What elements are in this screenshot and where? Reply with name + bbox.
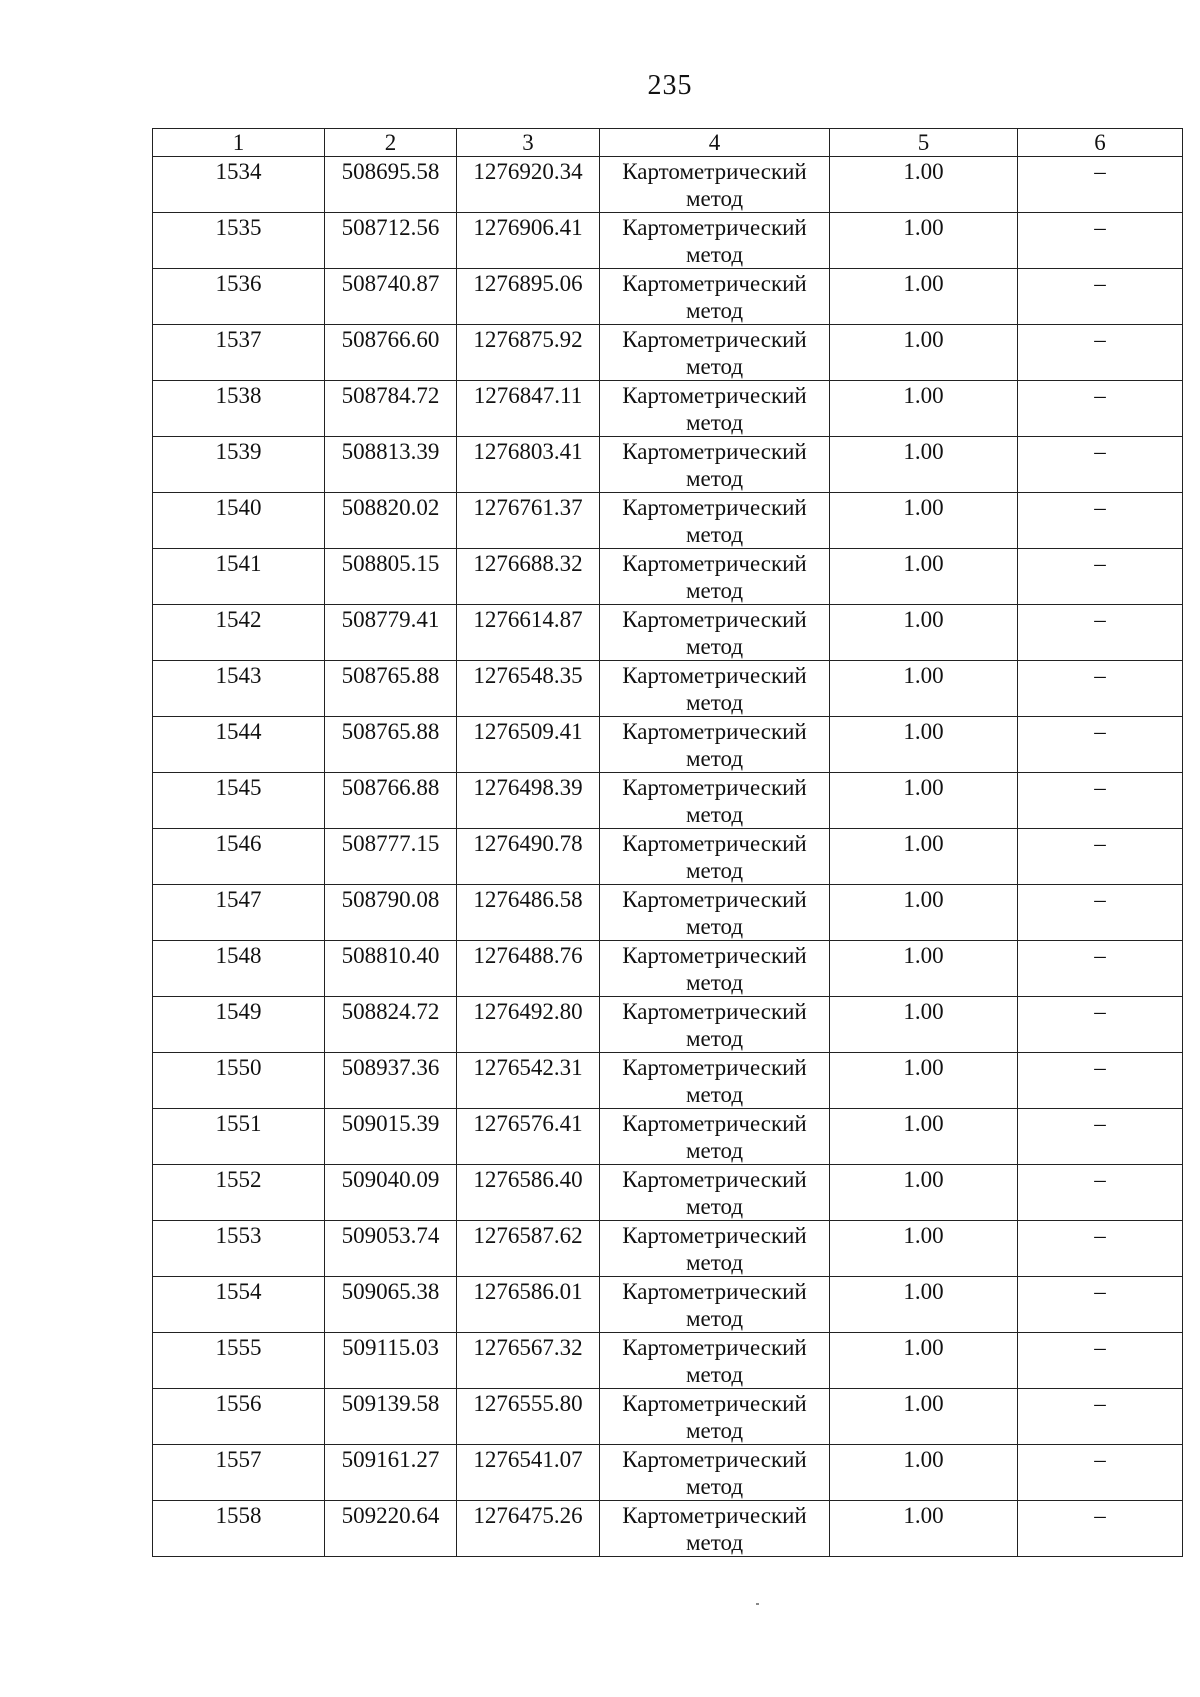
method-line-2: метод: [685, 746, 744, 771]
y-coordinate-cell: 1276614.87: [457, 605, 600, 661]
table-row: [153, 1333, 1183, 1389]
method-cell: [600, 213, 830, 269]
y-coordinate-cell: 1276541.07: [457, 1445, 600, 1501]
note-cell: –: [1018, 269, 1183, 325]
table-row: [153, 1277, 1183, 1333]
note-cell: –: [1018, 1053, 1183, 1109]
y-coordinate-cell: 1276920.34: [457, 157, 600, 213]
method-line-2: метод: [685, 914, 744, 939]
method-line-1: Картометрический: [622, 663, 807, 688]
y-coordinate-cell: 1276567.32: [457, 1333, 600, 1389]
x-coordinate-cell: 508784.72: [325, 381, 457, 437]
note-cell: –: [1018, 1333, 1183, 1389]
y-coordinate-cell: 1276847.11: [457, 381, 600, 437]
column-header: 3: [457, 129, 600, 157]
method-line-2: метод: [685, 802, 744, 827]
method-cell: [600, 605, 830, 661]
column-header: 4: [600, 129, 830, 157]
method-line-1: Картометрический: [622, 327, 807, 352]
method-line-1: Картометрический: [622, 1279, 807, 1304]
accuracy-cell: 1.00: [830, 1277, 1018, 1333]
method-line-1: Картометрический: [622, 831, 807, 856]
point-number-cell: 1536: [153, 269, 325, 325]
accuracy-cell: 1.00: [830, 1445, 1018, 1501]
x-coordinate-cell: 508810.40: [325, 941, 457, 997]
point-number-cell: 1534: [153, 157, 325, 213]
method-cell: [600, 661, 830, 717]
coordinates-table: [152, 128, 1183, 1557]
accuracy-cell: 1.00: [830, 1053, 1018, 1109]
column-header: 2: [325, 129, 457, 157]
column-header: 6: [1018, 129, 1183, 157]
y-coordinate-cell: 1276488.76: [457, 941, 600, 997]
method-line-1: Картометрический: [622, 1391, 807, 1416]
accuracy-cell: 1.00: [830, 325, 1018, 381]
accuracy-cell: 1.00: [830, 269, 1018, 325]
accuracy-cell: 1.00: [830, 605, 1018, 661]
method-cell: [600, 549, 830, 605]
method-line-1: Картометрический: [622, 607, 807, 632]
point-number-cell: 1539: [153, 437, 325, 493]
method-cell: [600, 1501, 830, 1557]
method-cell: [600, 325, 830, 381]
x-coordinate-cell: 508805.15: [325, 549, 457, 605]
x-coordinate-cell: 508712.56: [325, 213, 457, 269]
accuracy-cell: 1.00: [830, 493, 1018, 549]
table-row: [153, 997, 1183, 1053]
accuracy-cell: 1.00: [830, 1165, 1018, 1221]
accuracy-cell: 1.00: [830, 773, 1018, 829]
method-cell: [600, 941, 830, 997]
x-coordinate-cell: 508824.72: [325, 997, 457, 1053]
y-coordinate-cell: 1276509.41: [457, 717, 600, 773]
method-cell: [600, 493, 830, 549]
table-row: [153, 1501, 1183, 1557]
method-cell: [600, 885, 830, 941]
method-cell: [600, 773, 830, 829]
point-number-cell: 1550: [153, 1053, 325, 1109]
accuracy-cell: 1.00: [830, 437, 1018, 493]
table-row: [153, 437, 1183, 493]
method-line-2: метод: [685, 354, 744, 379]
table-row: [153, 1221, 1183, 1277]
table-row: [153, 213, 1183, 269]
column-header: 5: [830, 129, 1018, 157]
point-number-cell: 1556: [153, 1389, 325, 1445]
method-line-2: метод: [685, 1306, 744, 1331]
x-coordinate-cell: 508765.88: [325, 717, 457, 773]
method-line-1: Картометрический: [622, 1223, 807, 1248]
method-cell: [600, 157, 830, 213]
table-row: [153, 1053, 1183, 1109]
note-cell: –: [1018, 1501, 1183, 1557]
method-line-2: метод: [685, 1418, 744, 1443]
point-number-cell: 1552: [153, 1165, 325, 1221]
method-line-2: метод: [685, 858, 744, 883]
method-line-2: метод: [685, 1250, 744, 1275]
x-coordinate-cell: 509053.74: [325, 1221, 457, 1277]
y-coordinate-cell: 1276587.62: [457, 1221, 600, 1277]
method-line-2: метод: [685, 522, 744, 547]
point-number-cell: 1538: [153, 381, 325, 437]
point-number-cell: 1549: [153, 997, 325, 1053]
x-coordinate-cell: 508766.60: [325, 325, 457, 381]
method-line-2: метод: [685, 186, 744, 211]
point-number-cell: 1541: [153, 549, 325, 605]
method-cell: [600, 1445, 830, 1501]
point-number-cell: 1555: [153, 1333, 325, 1389]
table-row: [153, 661, 1183, 717]
method-cell: [600, 1165, 830, 1221]
method-line-2: метод: [685, 1082, 744, 1107]
x-coordinate-cell: 508695.58: [325, 157, 457, 213]
table-row: [153, 605, 1183, 661]
note-cell: –: [1018, 493, 1183, 549]
method-line-2: метод: [685, 578, 744, 603]
method-cell: [600, 437, 830, 493]
table-row: [153, 1445, 1183, 1501]
method-line-1: Картометрический: [622, 551, 807, 576]
note-cell: –: [1018, 381, 1183, 437]
point-number-cell: 1542: [153, 605, 325, 661]
page-number: 235: [647, 70, 693, 101]
y-coordinate-cell: 1276548.35: [457, 661, 600, 717]
method-line-2: метод: [685, 410, 744, 435]
accuracy-cell: 1.00: [830, 381, 1018, 437]
table-row: [153, 269, 1183, 325]
x-coordinate-cell: 508937.36: [325, 1053, 457, 1109]
y-coordinate-cell: 1276475.26: [457, 1501, 600, 1557]
method-line-1: Картометрический: [622, 887, 807, 912]
method-line-2: метод: [685, 242, 744, 267]
note-cell: –: [1018, 549, 1183, 605]
y-coordinate-cell: 1276498.39: [457, 773, 600, 829]
note-cell: –: [1018, 773, 1183, 829]
x-coordinate-cell: 509139.58: [325, 1389, 457, 1445]
table-row: [153, 1109, 1183, 1165]
method-line-1: Картометрический: [622, 495, 807, 520]
method-cell: [600, 997, 830, 1053]
table-row: [153, 1165, 1183, 1221]
table-row: [153, 773, 1183, 829]
accuracy-cell: 1.00: [830, 885, 1018, 941]
column-header: 1: [153, 129, 325, 157]
accuracy-cell: 1.00: [830, 1333, 1018, 1389]
y-coordinate-cell: 1276895.06: [457, 269, 600, 325]
y-coordinate-cell: 1276586.01: [457, 1277, 600, 1333]
point-number-cell: 1554: [153, 1277, 325, 1333]
accuracy-cell: 1.00: [830, 1389, 1018, 1445]
point-number-cell: 1545: [153, 773, 325, 829]
accuracy-cell: 1.00: [830, 213, 1018, 269]
note-cell: –: [1018, 829, 1183, 885]
method-line-1: Картометрический: [622, 999, 807, 1024]
method-line-1: Картометрический: [622, 719, 807, 744]
method-line-1: Картометрический: [622, 1447, 807, 1472]
note-cell: –: [1018, 213, 1183, 269]
point-number-cell: 1557: [153, 1445, 325, 1501]
accuracy-cell: 1.00: [830, 661, 1018, 717]
note-cell: –: [1018, 605, 1183, 661]
x-coordinate-cell: 508813.39: [325, 437, 457, 493]
y-coordinate-cell: 1276688.32: [457, 549, 600, 605]
x-coordinate-cell: 508790.08: [325, 885, 457, 941]
table-row: [153, 325, 1183, 381]
x-coordinate-cell: 508820.02: [325, 493, 457, 549]
method-line-1: Картометрический: [622, 1111, 807, 1136]
method-line-1: Картометрический: [622, 943, 807, 968]
note-cell: –: [1018, 437, 1183, 493]
note-cell: –: [1018, 1277, 1183, 1333]
y-coordinate-cell: 1276803.41: [457, 437, 600, 493]
method-line-2: метод: [685, 1026, 744, 1051]
method-cell: [600, 1053, 830, 1109]
y-coordinate-cell: 1276761.37: [457, 493, 600, 549]
method-line-1: Картометрический: [622, 215, 807, 240]
y-coordinate-cell: 1276555.80: [457, 1389, 600, 1445]
method-cell: [600, 1221, 830, 1277]
method-line-2: метод: [685, 1530, 744, 1555]
y-coordinate-cell: 1276492.80: [457, 997, 600, 1053]
note-cell: –: [1018, 1221, 1183, 1277]
table-row: [153, 829, 1183, 885]
y-coordinate-cell: 1276490.78: [457, 829, 600, 885]
x-coordinate-cell: 508779.41: [325, 605, 457, 661]
x-coordinate-cell: 509015.39: [325, 1109, 457, 1165]
method-line-1: Картометрический: [622, 1167, 807, 1192]
note-cell: –: [1018, 1389, 1183, 1445]
method-line-2: метод: [685, 1362, 744, 1387]
x-coordinate-cell: 508766.88: [325, 773, 457, 829]
note-cell: –: [1018, 1109, 1183, 1165]
y-coordinate-cell: 1276486.58: [457, 885, 600, 941]
method-line-2: метод: [685, 634, 744, 659]
method-cell: [600, 829, 830, 885]
table-row: [153, 493, 1183, 549]
method-line-1: Картометрический: [622, 1335, 807, 1360]
point-number-cell: 1546: [153, 829, 325, 885]
accuracy-cell: 1.00: [830, 549, 1018, 605]
method-line-1: Картометрический: [622, 159, 807, 184]
method-line-2: метод: [685, 298, 744, 323]
note-cell: –: [1018, 1445, 1183, 1501]
accuracy-cell: 1.00: [830, 1109, 1018, 1165]
x-coordinate-cell: 508777.15: [325, 829, 457, 885]
method-line-1: Картометрический: [622, 383, 807, 408]
table-row: [153, 381, 1183, 437]
method-cell: [600, 381, 830, 437]
point-number-cell: 1547: [153, 885, 325, 941]
point-number-cell: 1553: [153, 1221, 325, 1277]
y-coordinate-cell: 1276906.41: [457, 213, 600, 269]
y-coordinate-cell: 1276542.31: [457, 1053, 600, 1109]
y-coordinate-cell: 1276586.40: [457, 1165, 600, 1221]
y-coordinate-cell: 1276875.92: [457, 325, 600, 381]
point-number-cell: 1558: [153, 1501, 325, 1557]
note-cell: –: [1018, 717, 1183, 773]
accuracy-cell: 1.00: [830, 1501, 1018, 1557]
method-line-2: метод: [685, 1474, 744, 1499]
note-cell: –: [1018, 997, 1183, 1053]
method-cell: [600, 1277, 830, 1333]
method-line-1: Картометрический: [622, 1055, 807, 1080]
table-row: [153, 1389, 1183, 1445]
table-row: [153, 157, 1183, 213]
method-line-1: Картометрический: [622, 439, 807, 464]
accuracy-cell: 1.00: [830, 997, 1018, 1053]
note-cell: –: [1018, 157, 1183, 213]
x-coordinate-cell: 509115.03: [325, 1333, 457, 1389]
method-cell: [600, 1389, 830, 1445]
point-number-cell: 1540: [153, 493, 325, 549]
point-number-cell: 1537: [153, 325, 325, 381]
note-cell: –: [1018, 325, 1183, 381]
x-coordinate-cell: 509040.09: [325, 1165, 457, 1221]
method-line-2: метод: [685, 970, 744, 995]
accuracy-cell: 1.00: [830, 157, 1018, 213]
point-number-cell: 1543: [153, 661, 325, 717]
method-line-2: метод: [685, 466, 744, 491]
method-line-2: метод: [685, 1138, 744, 1163]
note-cell: –: [1018, 661, 1183, 717]
x-coordinate-cell: 509220.64: [325, 1501, 457, 1557]
table-row: [153, 549, 1183, 605]
x-coordinate-cell: 509065.38: [325, 1277, 457, 1333]
method-cell: [600, 717, 830, 773]
accuracy-cell: 1.00: [830, 1221, 1018, 1277]
point-number-cell: 1548: [153, 941, 325, 997]
point-number-cell: 1544: [153, 717, 325, 773]
x-coordinate-cell: 508740.87: [325, 269, 457, 325]
x-coordinate-cell: 508765.88: [325, 661, 457, 717]
table-row: [153, 941, 1183, 997]
accuracy-cell: 1.00: [830, 829, 1018, 885]
note-cell: –: [1018, 941, 1183, 997]
table-body: [153, 157, 1183, 1557]
note-cell: –: [1018, 1165, 1183, 1221]
scan-speck: [756, 1603, 759, 1605]
table-header-row: [153, 129, 1183, 157]
point-number-cell: 1535: [153, 213, 325, 269]
accuracy-cell: 1.00: [830, 941, 1018, 997]
x-coordinate-cell: 509161.27: [325, 1445, 457, 1501]
method-cell: [600, 1333, 830, 1389]
method-line-1: Картометрический: [622, 271, 807, 296]
note-cell: –: [1018, 885, 1183, 941]
method-line-2: метод: [685, 690, 744, 715]
method-line-1: Картометрический: [622, 775, 807, 800]
method-line-2: метод: [685, 1194, 744, 1219]
table-row: [153, 885, 1183, 941]
y-coordinate-cell: 1276576.41: [457, 1109, 600, 1165]
method-cell: [600, 269, 830, 325]
point-number-cell: 1551: [153, 1109, 325, 1165]
method-cell: [600, 1109, 830, 1165]
table-row: [153, 717, 1183, 773]
accuracy-cell: 1.00: [830, 717, 1018, 773]
method-line-1: Картометрический: [622, 1503, 807, 1528]
